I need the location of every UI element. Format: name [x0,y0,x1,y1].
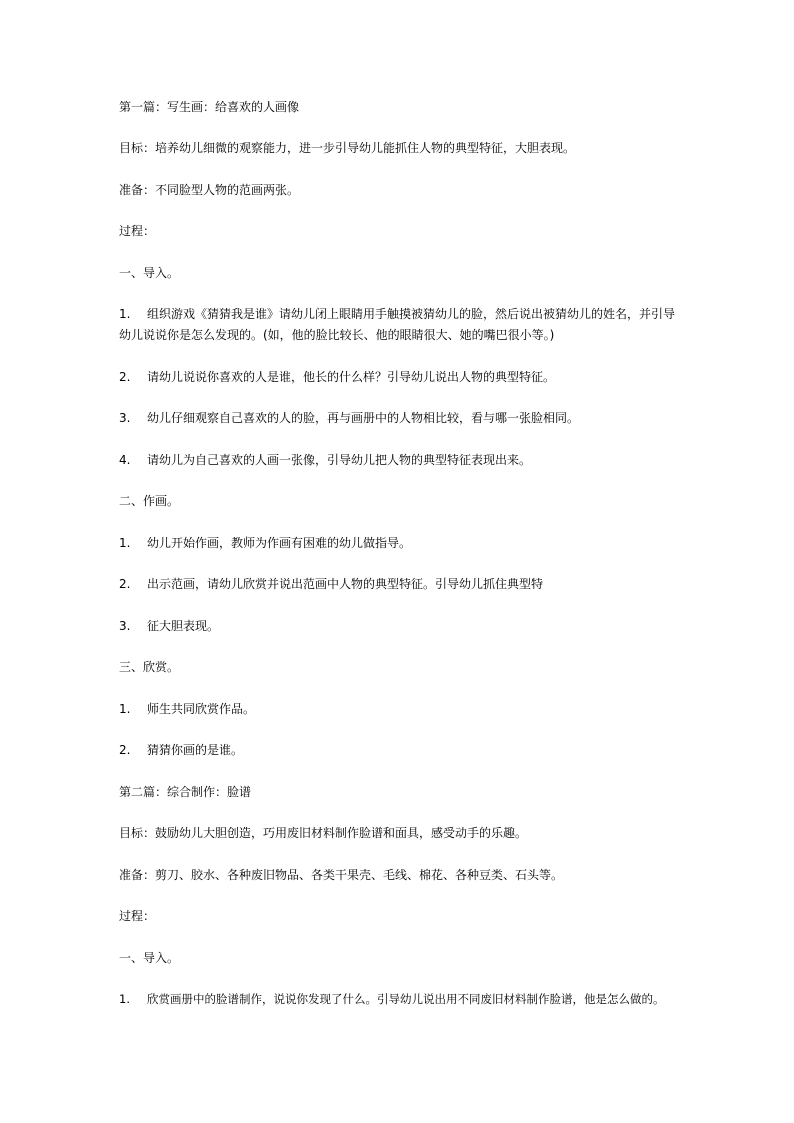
list-text: 猜猜你画的是谁。 [147,743,244,757]
list-item [119,740,679,761]
goal-paragraph-1: 目标：培养幼儿细微的观察能力，进一步引导幼儿能抓住人物的典型特征，大胆表现。 [119,141,576,155]
list-item [119,408,679,429]
list-text: 幼儿开始作画，教师为作画有困难的幼儿做指导。 [147,536,412,550]
list-text: 出示范画，请幼儿欣赏并说出范画中人物的典型特征。引导幼儿抓住典型特 [147,577,544,591]
section-title-1: 第一篇：写生画：给喜欢的人画像 [119,100,300,114]
subsection-intro-2: 一、导入。 [119,951,180,965]
list-text: 师生共同欣赏作品。 [147,702,256,716]
list-item [119,367,679,388]
section-title-2: 第二篇：综合制作：脸谱 [119,785,252,799]
prep-paragraph-2: 准备：剪刀、胶水、各种废旧物品、各类干果壳、毛线、棉花、各种豆类、石头等。 [119,868,564,882]
list-item [119,989,679,1010]
list-text: 组织游戏《猜猜我是谁》请幼儿闭上眼睛用手触摸被猜幼儿的脸，然后说出被猜幼儿的姓名，并引导幼儿说说你是怎么发现的。(如，他的脸比较长、他的眼睛很大、她的嘴巴很小等。) [119,307,676,342]
prep-paragraph-1: 准备：不同脸型人物的范画两张。 [119,183,300,197]
list-number: 2. [119,577,131,591]
list-number: 1. [119,702,131,716]
process-heading-2: 过程： [119,909,156,923]
process-heading-1: 过程： [119,224,156,238]
goal-paragraph-2: 目标：鼓励幼儿大胆创造，巧用废旧材料制作脸谱和面具，感受动手的乐趣。 [119,826,528,840]
list-text: 幼儿仔细观察自己喜欢的人的脸，再与画册中的人物相比较，看与哪一张脸相同。 [147,411,580,425]
list-text: 请幼儿为自己喜欢的人画一张像，引导幼儿把人物的典型特征表现出来。 [147,453,532,467]
list-number: 3. [119,619,131,633]
list-item [119,616,679,637]
list-number: 1. [119,307,131,321]
list-item [119,450,679,471]
list-number: 4. [119,453,131,467]
list-number: 3. [119,411,131,425]
list-text: 欣赏画册中的脸谱制作，说说你发现了什么。引导幼儿说出用不同废旧材料制作脸谱，他是怎么做的。 [147,992,665,1006]
list-item [119,574,679,595]
list-number: 2. [119,370,131,384]
list-number: 1. [119,992,130,1006]
subsection-intro-1: 一、导入。 [119,266,180,280]
list-number: 1. [119,536,131,550]
list-number: 2. [119,743,131,757]
list-item [119,304,679,346]
list-item [119,699,679,720]
list-text: 请幼儿说说你喜欢的人是谁，他长的什么样？引导幼儿说出人物的典型特征。 [147,370,556,384]
subsection-appreciation: 三、欣赏。 [119,660,180,674]
subsection-drawing: 二、作画。 [119,494,180,508]
list-text: 征大胆表现。 [147,619,220,633]
list-item [119,533,679,554]
